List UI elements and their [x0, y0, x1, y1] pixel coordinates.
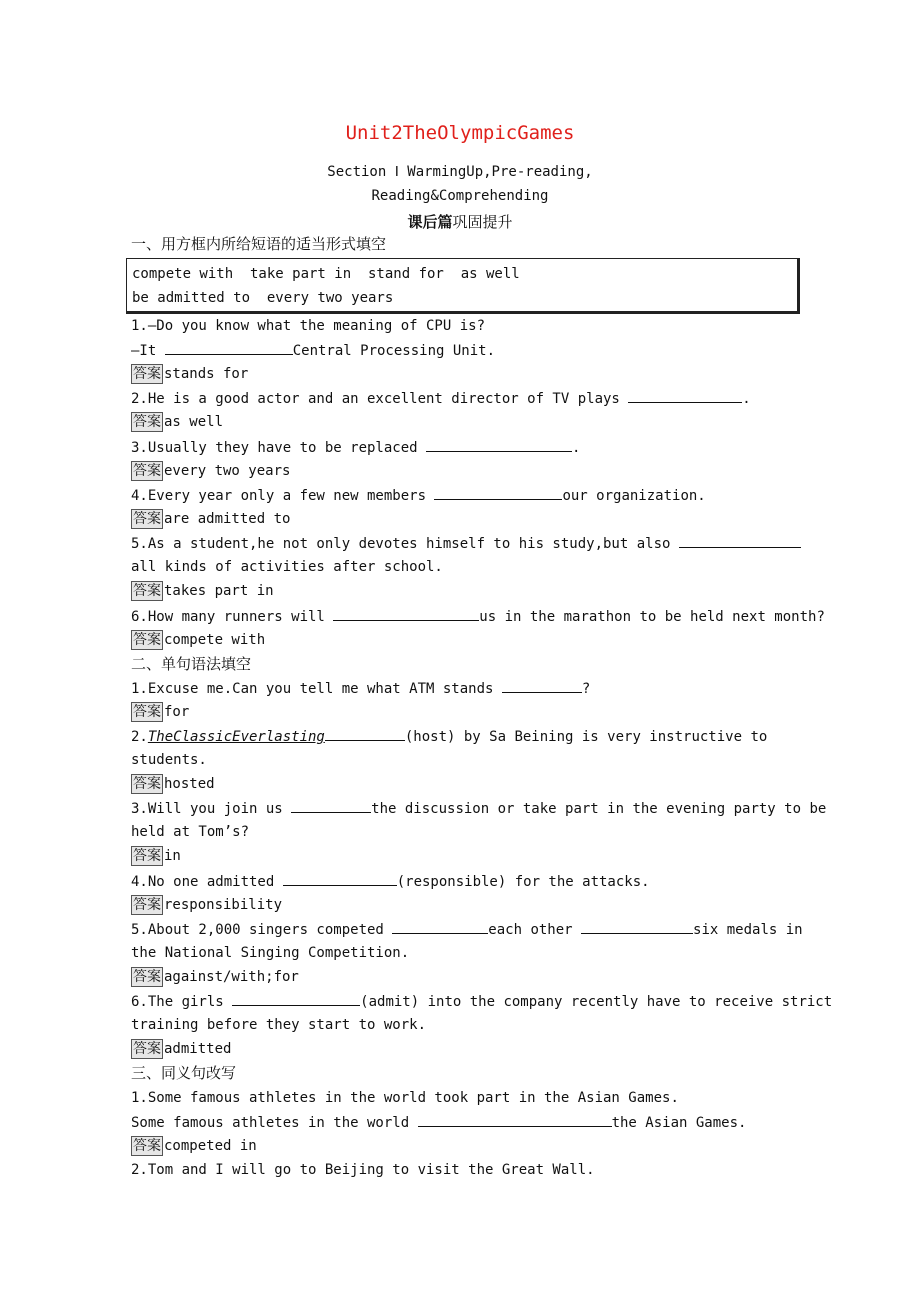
p3-a1 [131, 1136, 257, 1156]
p2-q6-line2: training before they start to work. [131, 1017, 427, 1033]
p2-q3-line1 [131, 798, 826, 819]
q-text: Central Processing Unit. [292, 343, 496, 359]
answer-blank [426, 437, 572, 452]
answer-blank [434, 485, 562, 500]
answer-text: in [164, 848, 181, 864]
part3-heading: 三、同义句改写 [131, 1064, 237, 1082]
answer-text: responsibility [164, 897, 283, 913]
p2-a3 [131, 846, 181, 866]
answer-label-box: 答案 [133, 1041, 161, 1057]
answer-text: against/with;for [164, 969, 299, 985]
p1-a6 [131, 630, 265, 650]
answer-blank [325, 726, 405, 741]
p2-q4 [131, 871, 650, 892]
q-text: 5.As a student,he not only devotes himself to his study,but also [131, 536, 679, 552]
answer-text: are admitted to [164, 511, 291, 527]
q-text: 5.About 2,000 singers competed [131, 922, 393, 938]
subtitle-bold: 课后篇 [407, 213, 453, 231]
p3-q2: 2.Tom and I will go to Beijing to visit the Great Wall. [131, 1162, 595, 1178]
q-text: us in the marathon to be held next month? [479, 609, 825, 625]
answer-label-box: 答案 [133, 583, 161, 599]
p2-a4 [131, 895, 282, 915]
answer-label-box: 答案 [133, 511, 161, 527]
q-text: 4.Every year only a few new members [131, 488, 435, 504]
q-text: 2.He is a good actor and an excellent director of TV plays [131, 391, 629, 407]
section-heading-line1: Section Ⅰ WarmingUp,Pre-reading, [327, 164, 593, 180]
answer-blank [418, 1112, 612, 1127]
answer-text: takes part in [164, 583, 274, 599]
q-text: six medals in [693, 922, 803, 938]
answer-label-box: 答案 [133, 632, 161, 648]
q-text: 6.How many runners will [131, 609, 334, 625]
phrase-box-line2: be admitted to every two years [132, 290, 394, 306]
p3-q1-line1: 1.Some famous athletes in the world took part in the Asian Games. [131, 1090, 679, 1106]
answer-label-box: 答案 [133, 704, 161, 720]
answer-text: stands for [164, 366, 249, 382]
answer-blank [628, 388, 742, 403]
p2-q6-line1 [131, 991, 832, 1012]
answer-blank [333, 606, 479, 621]
section-heading-line2: Reading&Comprehending [371, 188, 549, 204]
answer-text: hosted [164, 776, 215, 792]
p2-a5 [131, 967, 299, 987]
p1-q5-line2: all kinds of activities after school. [131, 559, 443, 575]
p2-q5-line1 [131, 919, 803, 940]
subtitle-rest: 巩固提升 [452, 213, 513, 231]
part1-heading: 一、用方框内所给短语的适当形式填空 [131, 235, 387, 253]
answer-blank [283, 871, 397, 886]
p2-q1 [131, 678, 590, 699]
p2-q5-line2: the National Singing Competition. [131, 945, 410, 961]
answer-text: compete with [164, 632, 266, 648]
answer-text: for [164, 704, 190, 720]
answer-text: as well [164, 414, 224, 430]
q-text: —It [131, 343, 165, 359]
answer-label-box: 答案 [133, 848, 161, 864]
p2-a2 [131, 774, 215, 794]
p2-q3-line2: held at Tom’s? [131, 824, 250, 840]
q-number: 2. [131, 729, 148, 745]
page-title: Unit2TheOlympicGames [345, 122, 575, 144]
p1-a2 [131, 412, 223, 432]
q-text: the Asian Games. [611, 1115, 747, 1131]
q-text: our organization. [562, 488, 706, 504]
p1-q2 [131, 388, 751, 409]
answer-text: competed in [164, 1138, 257, 1154]
p1-a3 [131, 461, 290, 481]
p1-a4 [131, 509, 290, 529]
p1-q4 [131, 485, 706, 506]
answer-label-box: 答案 [133, 969, 161, 985]
answer-label-box: 答案 [133, 776, 161, 792]
part2-heading: 二、单句语法填空 [131, 655, 252, 673]
answer-blank [502, 678, 582, 693]
p1-q5-line1 [131, 533, 801, 554]
q-text: 1.Excuse me.Can you tell me what ATM stands [131, 681, 502, 697]
q-text: (host) by Sa Beining is very instructive to [404, 729, 768, 745]
p1-q1-line1: 1.—Do you know what the meaning of CPU is? [131, 318, 486, 334]
q-text: the discussion or take part in the evening party to be [371, 801, 827, 817]
p1-a5 [131, 581, 274, 601]
answer-label-box: 答案 [133, 897, 161, 913]
italic-title: TheClassicEverlasting [147, 729, 325, 745]
p1-q3 [131, 437, 580, 458]
phrase-box-line1: compete with take part in stand for as well [132, 266, 520, 282]
answer-text: admitted [164, 1041, 232, 1057]
q-text: . [742, 391, 751, 407]
answer-blank [165, 340, 293, 355]
q-text: Some famous athletes in the world [131, 1115, 418, 1131]
p2-a1 [131, 702, 189, 722]
answer-label-box: 答案 [133, 463, 161, 479]
answer-label-box: 答案 [133, 1138, 161, 1154]
answer-blank [392, 919, 488, 934]
answer-blank [232, 991, 360, 1006]
q-text: ? [581, 681, 591, 697]
answer-label-box: 答案 [133, 414, 161, 430]
p1-a1 [131, 364, 248, 384]
p2-q2-line1 [131, 726, 767, 747]
p1-q1-line2 [131, 340, 495, 361]
q-text: (responsible) for the attacks. [396, 874, 650, 890]
q-text: 6.The girls [131, 994, 233, 1010]
q-text: 3.Usually they have to be replaced [131, 440, 427, 456]
answer-blank [581, 919, 693, 934]
p1-q6 [131, 606, 825, 627]
p3-q1-line2 [131, 1112, 746, 1133]
answer-label-box: 答案 [133, 366, 161, 382]
subtitle [0, 211, 920, 232]
phrase-box [126, 258, 800, 314]
p2-q2-line2: students. [131, 752, 207, 768]
answer-blank [679, 533, 801, 548]
q-text: 3.Will you join us [131, 801, 292, 817]
answer-text: every two years [164, 463, 291, 479]
q-text: . [572, 440, 581, 456]
q-text: each other [488, 922, 582, 938]
answer-blank [291, 798, 371, 813]
q-text: (admit) into the company recently have to receive strict [360, 994, 833, 1010]
q-text: 4.No one admitted [131, 874, 283, 890]
p2-a6 [131, 1039, 231, 1059]
